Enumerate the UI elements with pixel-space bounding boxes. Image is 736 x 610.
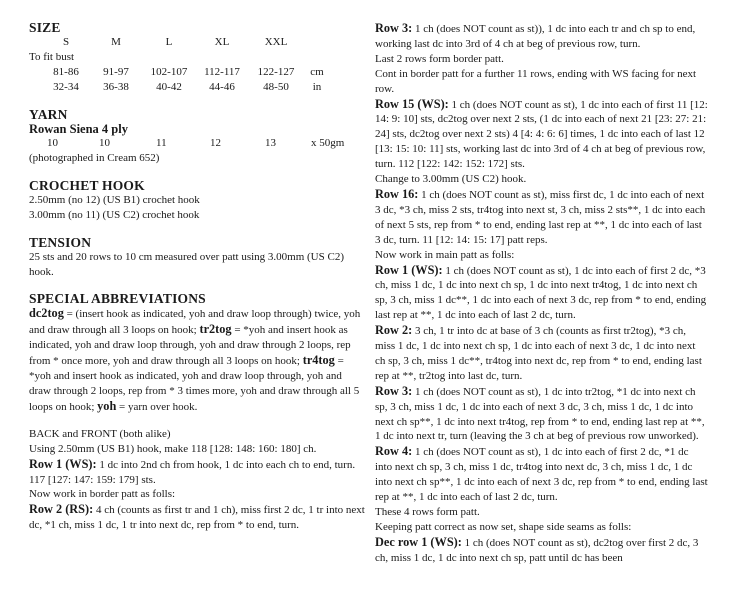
row-3-text: 1 ch (does NOT count as st)), 1 dc into each tr and ch sp to end, working last dc into 3rd of 4 ch at beg of previous row, turn. <box>375 23 696 50</box>
size-l: L <box>165 36 173 48</box>
main-row-2-label: Row 2: <box>375 323 413 338</box>
to-fit-label: To fit bust <box>29 51 75 63</box>
row-16-text: 1 ch (does NOT count as st), miss first dc, 1 dc into each of next 3 dc, *3 ch, miss 2 sts, tr4tog into next st, 3 ch, miss 2 sts**, 1 dc into each of next 5 sts, rep from * to end, ending last rep at **, 1 dc into each of last 3 dc, turn. 11 [12: 14: 15: 17] patt reps. <box>375 188 706 246</box>
abbreviations-text <box>29 306 366 414</box>
row-16-label: Row 16: <box>375 186 419 201</box>
main-row-4-text: 1 ch (does NOT count as st), 1 dc into each of first 2 dc, *1 dc into next ch sp, 3 ch, miss 1 dc, tr4tog into next dc, 3 ch, miss 1 dc, 1 dc into next ch sp**, 1 dc into each of next 3 dc, rep from * to end, ending last rep at **, 1 dc into each of last 2 dc, turn. <box>375 446 708 504</box>
in-unit: in <box>312 80 322 93</box>
tension-heading: TENSION <box>29 234 92 250</box>
hook-line-1: 2.50mm (no 12) (US B1) crochet hook <box>29 193 200 206</box>
back-row-1-label: Row 1 (WS): <box>29 456 97 471</box>
yarn-count-m: 10 <box>99 136 110 149</box>
main-row-3-label: Row 3: <box>375 383 413 398</box>
main-row-4-label: Row 4: <box>375 444 413 459</box>
main-row-2 <box>375 323 708 384</box>
main-row-1-text: 1 ch (does NOT count as st), 1 dc into each of first 2 dc, *3 ch, miss 1 dc, 1 dc into next ch sp, 1 dc into next tr4tog, 1 dc into next ch sp, 3 ch, miss 1 dc**, 1 dc into each of next 3 dc, rep from * to end, ending last rep at **, 1 dc into each of last 2 dc, turn. <box>375 264 707 322</box>
tr2tog-term: tr2tog <box>199 322 232 337</box>
size-headers <box>29 35 366 50</box>
row-15 <box>375 97 708 173</box>
row-15-text: 1 ch (does NOT count as st), 1 dc into each of first 11 [12: 14: 9: 10] sts, dc2tog over next 2 sts, (1 dc into each of next 21 [23: 27: 21: 24] sts, dc2tog over next 2 sts) 4 [4: 4: 6: 6] times, 1 dc into each of last 12 [13: 15: 10: 11] sts, working last dc into 3rd of 4 ch at beg of previous row, turn. 112 [122: 142: 152: 172] sts. <box>375 98 708 171</box>
back-front-title: BACK and FRONT (both alike) <box>29 427 171 440</box>
cm-s: 81-86 <box>53 65 79 78</box>
yarn-count-xl: 12 <box>210 136 221 149</box>
main-row-3-text: 1 ch (does NOT count as st), 1 dc into tr2tog, *1 dc into next ch sp, 3 ch, miss 1 dc, 1 dc into each of next 3 dc, 3 ch, miss 1 dc, 1 dc into next ch sp**, 1 dc into next tr4tog, rep from * to end, ending last rep at **, 1 dc into next tr, turn (leaving the 3 ch at beg of previous row unworked). <box>375 385 705 443</box>
cont-border: Cont in border patt for a further 11 rows, ending with WS facing for next row. <box>375 67 697 95</box>
row-3-label: Row 3: <box>375 21 413 35</box>
yoh-term: yoh <box>97 398 117 413</box>
row-16 <box>375 187 708 248</box>
border-patt-intro: Now work in border patt as folls: <box>29 488 176 501</box>
dc2tog-term: dc2tog <box>29 306 64 321</box>
tension-text: 25 sts and 20 rows to 10 cm measured over patt using 3.00mm (US C2) hook. <box>29 250 344 278</box>
change-hook: Change to 3.00mm (US C2) hook. <box>375 173 527 186</box>
back-row-1 <box>29 457 366 488</box>
in-l: 40-42 <box>156 80 182 93</box>
size-s: S <box>62 36 70 48</box>
cm-m: 91-97 <box>103 65 129 78</box>
yarn-count-s: 10 <box>47 136 58 149</box>
dec-row-1 <box>375 535 708 566</box>
yarn-unit: x 50gm <box>311 136 345 149</box>
in-xxl: 48-50 <box>263 80 289 93</box>
tr2tog-def: = *yoh and insert hook as indicated, yoh and draw loop through, yoh and draw through 2 loops, rep from * once more, yoh and draw through all 3 loops on hook; <box>29 324 351 368</box>
abbreviations-heading: SPECIAL ABBREVIATIONS <box>29 291 206 307</box>
in-m: 36-38 <box>103 80 129 93</box>
size-xxl: XXL <box>264 36 288 48</box>
back-row-2-text: 4 ch (counts as first tr and 1 ch), miss first 2 dc, 1 tr into next dc, *1 ch, miss 1 dc, 1 tr into next dc, rep from * to end, turn. <box>29 504 365 532</box>
yarn-name: Rowan Siena 4 ply <box>29 121 128 136</box>
in-xl: 44-46 <box>209 80 235 93</box>
hook-line-2: 3.00mm (no 11) (US C2) crochet hook <box>29 208 200 221</box>
cm-l: 102-107 <box>150 65 188 78</box>
main-row-1-label: Row 1 (WS): <box>375 262 443 277</box>
main-row-4 <box>375 444 708 505</box>
hook-heading: CROCHET HOOK <box>29 177 145 193</box>
yarn-counts-row <box>29 136 366 151</box>
patt-note: These 4 rows form patt. <box>375 506 480 518</box>
yarn-count-xxl: 13 <box>265 136 276 149</box>
back-using: Using 2.50mm (US B1) hook, make 118 [128: 148: 160: 180] ch. <box>29 442 317 455</box>
in-s: 32-34 <box>53 80 79 93</box>
row-15-label: Row 15 (WS): <box>375 96 449 111</box>
yarn-count-l: 11 <box>156 136 167 149</box>
right-column <box>368 0 736 566</box>
yarn-note: (photographed in Cream 652) <box>29 151 160 164</box>
back-row-2 <box>29 502 366 533</box>
main-row-1 <box>375 263 708 324</box>
cm-row <box>29 65 366 80</box>
cm-xxl: 122-127 <box>257 65 295 78</box>
row-3 <box>375 21 708 52</box>
dec-row-1-label: Dec row 1 (WS): <box>375 534 462 549</box>
cm-xl: 112-117 <box>204 65 240 78</box>
border-patt-note: Last 2 rows form border patt. <box>375 52 504 65</box>
tr4tog-def: = *yoh and insert hook as indicated, yoh and draw loop through, yoh and draw through 2 loops, rep from * 3 times more, yoh and draw through all 5 loops on hook; <box>29 355 360 413</box>
back-row-2-label: Row 2 (RS): <box>29 502 94 517</box>
keeping-patt: Keeping patt correct as now set, shape side seams as folls: <box>375 520 632 533</box>
size-heading: SIZE <box>29 20 61 35</box>
size-m: M <box>111 36 121 48</box>
yoh-def: = yarn over hook. <box>116 400 198 413</box>
back-row-1-text: 1 dc into 2nd ch from hook, 1 dc into each ch to end, turn. 117 [127: 147: 159: 179] sts. <box>29 458 356 486</box>
in-row <box>29 80 366 95</box>
main-row-3 <box>375 384 708 445</box>
dc2tog-def: = (insert hook as indicated, yoh and draw loop through) twice, yoh and draw through all 3 loops on hook; <box>29 308 361 337</box>
yarn-heading: YARN <box>29 106 68 122</box>
size-xl: XL <box>214 36 230 48</box>
cm-unit: cm <box>310 65 324 78</box>
dec-row-1-text: 1 ch (does NOT count as st), dc2tog over first 2 dc, 3 ch, miss 1 dc, 1 dc into next ch sp, patt until dc has been <box>375 536 699 564</box>
left-column <box>0 0 366 533</box>
tr4tog-term: tr4tog <box>302 353 335 368</box>
main-patt-intro: Now work in main patt as folls: <box>375 248 515 261</box>
main-row-2-text: 3 ch, 1 tr into dc at base of 3 ch (counts as first tr2tog), *3 ch, miss 1 dc, 1 dc into next ch sp, 1 dc into each of next 3 dc, 1 dc into next ch sp, 3 ch, miss 1 dc**, tr4tog into next dc, rep from * to end, ending last rep at **, tr2tog into last dc, turn. <box>375 325 702 382</box>
